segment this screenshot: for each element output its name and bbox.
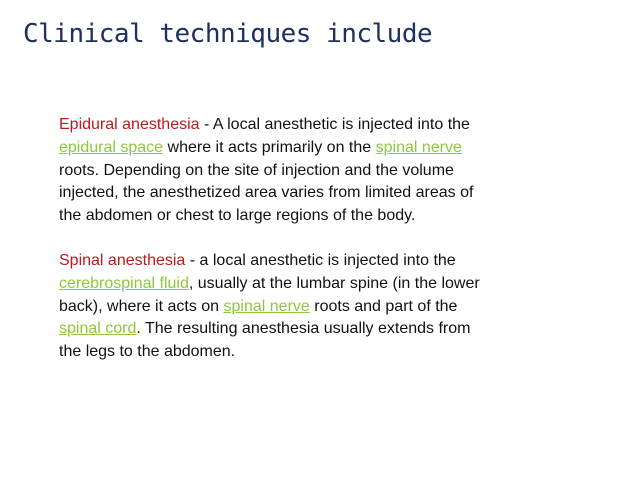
slide-body xyxy=(59,114,489,364)
paragraph-text: , usually at the lumbar spine (in the lower back), where it acts on xyxy=(59,274,480,315)
paragraph-text: roots and part of the xyxy=(309,297,458,315)
slide-title: Clinical techniques include xyxy=(23,19,433,49)
paragraph-text: . The resulting anesthesia usually extends from the legs to the abdomen. xyxy=(59,320,471,361)
paragraph-text: roots. Depending on the site of injection and the volume injected, the anesthetized area varies from limited areas of the abdomen or chest to large regions of the body. xyxy=(59,161,474,225)
paragraph-text: where it acts primarily on the xyxy=(163,138,376,156)
term-spinal-anesthesia: Spinal anesthesia xyxy=(59,251,186,269)
paragraph-text: - a local anesthetic is injected into the xyxy=(185,251,456,269)
term-epidural-anesthesia: Epidural anesthesia xyxy=(59,116,200,133)
paragraph-text: - A local anesthetic is injected into the xyxy=(199,116,470,133)
link-spinal-nerve[interactable]: spinal nerve xyxy=(223,297,310,315)
link-spinal-cord[interactable]: spinal cord xyxy=(59,320,137,338)
link-spinal-nerve[interactable]: spinal nerve xyxy=(375,138,462,156)
paragraph-spinal-anesthesia xyxy=(59,250,489,364)
link-cerebrospinal-fluid[interactable]: cerebrospinal fluid xyxy=(59,274,189,292)
link-epidural-space[interactable]: epidural space xyxy=(59,138,164,156)
paragraph-epidural-anesthesia xyxy=(59,114,489,228)
